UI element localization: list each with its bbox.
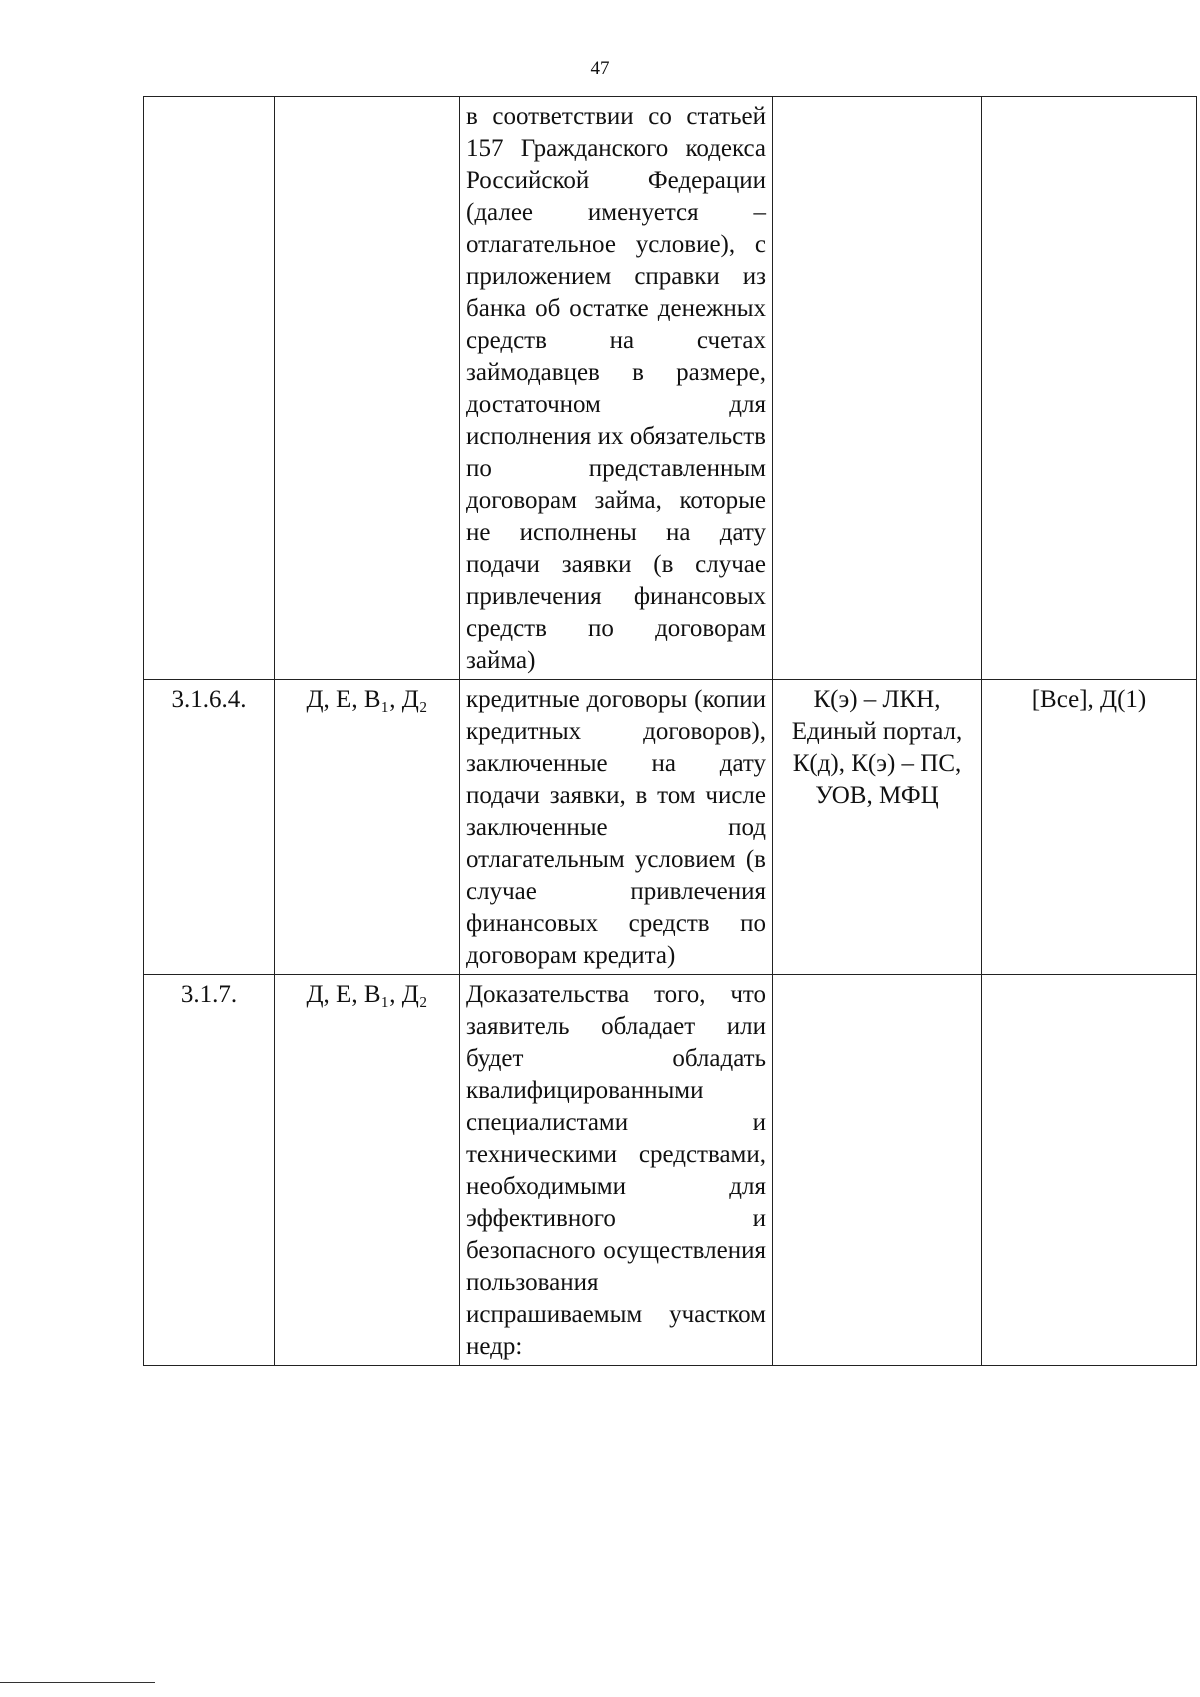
note-cell: [Все], Д(1) xyxy=(982,680,1197,975)
note-cell xyxy=(982,97,1197,680)
note-cell xyxy=(982,975,1197,1366)
document-code-cell xyxy=(275,97,460,680)
row-number-cell xyxy=(144,97,275,680)
table-row xyxy=(144,680,1197,975)
description-cell: Доказательства того, что заявитель обладает или будет обладать квалифицированными специалистами и техническими средствами, необходимыми для эффективного и безопасного осуществления пользования испрашиваемым участком недр: xyxy=(460,975,773,1366)
row-number-cell: 3.1.7. xyxy=(144,975,275,1366)
description-cell: в соответствии со статьей 157 Гражданского кодекса Российской Федерации (далее именуется – отлагательное условие), с приложением справки из банка об остатке денежных средств на счетах займодавцев в размере, достаточном для исполнения их обязательств по представленным договорам займа, которые не исполнены на дату подачи заявки (в случае привлечения финансовых средств по договорам займа) xyxy=(460,97,773,680)
footnote-separator-line xyxy=(0,1682,155,1683)
submission-method-cell xyxy=(773,97,982,680)
requirements-table xyxy=(143,96,1197,1366)
row-number-cell: 3.1.6.4. xyxy=(144,680,275,975)
submission-method-cell: К(э) – ЛКН, Единый портал, К(д), К(э) – ПС, УОВ, МФЦ xyxy=(773,680,982,975)
document-code-cell: Д, Е, В₁, Д₂ xyxy=(275,680,460,975)
submission-method-cell xyxy=(773,975,982,1366)
document-code-cell: Д, Е, В₁, Д₂ xyxy=(275,975,460,1366)
table-row xyxy=(144,97,1197,680)
page-number: 47 xyxy=(590,58,610,79)
table-row xyxy=(144,975,1197,1366)
description-cell: кредитные договоры (копии кредитных договоров), заключенные на дату подачи заявки, в том числе заключенные под отлагательным условием (в случае привлечения финансовых средств по договорам кредита) xyxy=(460,680,773,975)
